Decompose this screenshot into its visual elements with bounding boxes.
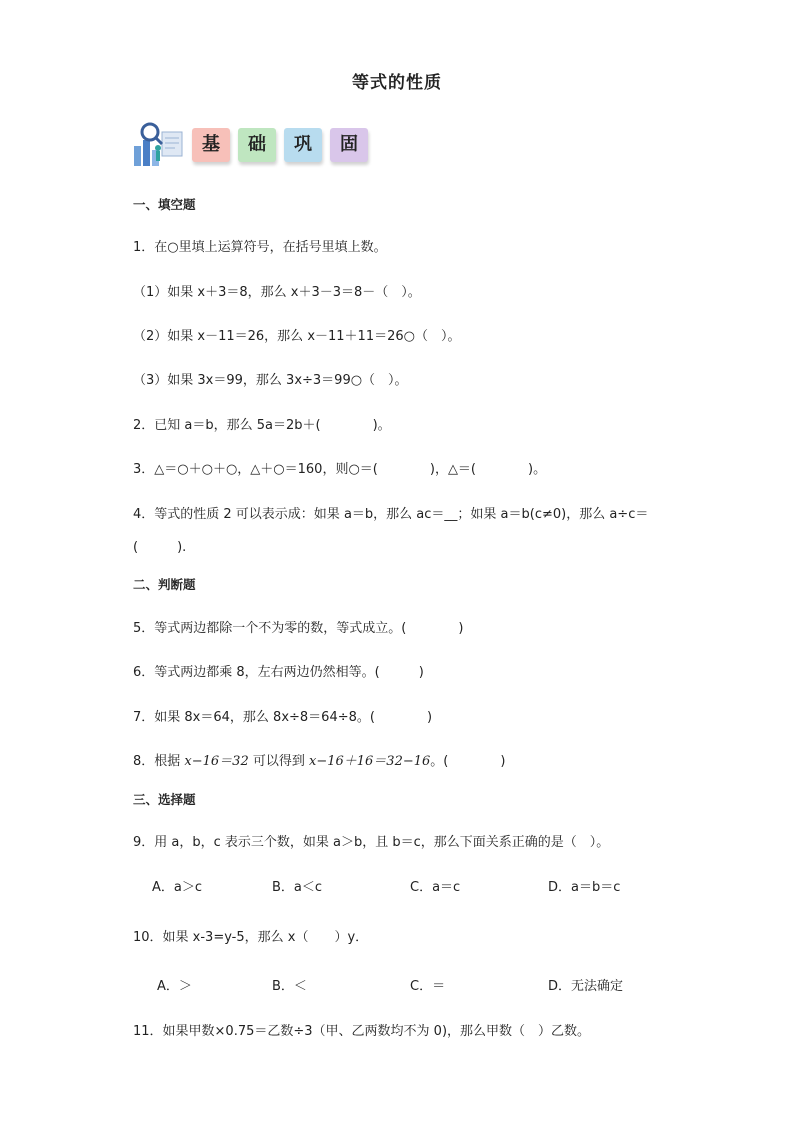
section-heading-fill: 一、填空题 (133, 197, 196, 212)
banner-char-3: 巩 (284, 128, 322, 162)
question-10-option-c: C．＝ (410, 979, 446, 994)
question-4-continued: ( ). (133, 540, 187, 555)
banner-char-1: 基 (192, 128, 230, 162)
question-7: 7．如果 8x＝64，那么 8x÷8＝64÷8。( ) (133, 710, 433, 725)
question-1: 1．在○里填上运算符号，在括号里填上数。 (133, 240, 387, 255)
question-8-equation-1: x−16＝32 (184, 754, 249, 769)
question-6: 6．等式两边都乘 8，左右两边仍然相等。( ) (133, 665, 424, 680)
question-5: 5．等式两边都除一个不为零的数，等式成立。( ) (133, 621, 464, 636)
section-heading-judge: 二、判断题 (133, 577, 196, 592)
banner-char-4: 固 (330, 128, 368, 162)
page-title: 等式的性质 (352, 73, 442, 93)
banner-char-2: 础 (238, 128, 276, 162)
question-2: 2．已知 a＝b，那么 5a＝2b＋( )。 (133, 418, 391, 433)
question-10-option-d: D．无法确定 (548, 979, 624, 994)
question-8-prefix: 8．根据 (133, 754, 185, 769)
question-10: 10．如果 x-3=y-5，那么 x（ ）y． (133, 930, 369, 945)
question-9-option-d: D．a＝b＝c (548, 880, 621, 895)
question-10-option-a: A．＞ (157, 979, 192, 994)
question-8 (133, 750, 505, 769)
question-9-option-c: C．a＝c (410, 880, 461, 895)
question-9-option-b: B．a＜c (272, 880, 323, 895)
magnifier-chart-icon (132, 122, 188, 168)
question-4: 4．等式的性质 2 可以表示成：如果 a＝b，那么 ac＝__；如果 a＝b(c≠0)，那么 a÷c＝ (133, 507, 649, 522)
question-11: 11．如果甲数×0.75＝乙数÷3（甲、乙两数均不为 0)，那么甲数（ ）乙数。 (133, 1024, 591, 1039)
question-8-middle: 可以得到 (248, 754, 309, 769)
question-8-equation-2: x−16＋16＝32−16 (308, 754, 431, 769)
question-10-option-b: B．＜ (272, 979, 307, 994)
question-1-part-2: （2）如果 x－11＝26，那么 x－11＋11＝26○（ ）。 (133, 329, 461, 344)
question-3: 3．△＝○＋○＋○，△＋○＝160，则○＝( )，△＝( )。 (133, 462, 547, 477)
section-heading-choice: 三、选择题 (133, 792, 196, 807)
question-1-part-1: （1）如果 x＋3＝8，那么 x＋3－3＝8－（ ）。 (133, 285, 421, 300)
question-8-suffix: 。( ) (430, 754, 506, 769)
question-9-option-a: A．a＞c (152, 880, 203, 895)
question-1-part-3: （3）如果 3x＝99，那么 3x÷3＝99○（ ）。 (133, 373, 408, 388)
question-9: 9．用 a，b，c 表示三个数，如果 a＞b，且 b＝c，那么下面关系正确的是（ ）。 (133, 835, 610, 850)
